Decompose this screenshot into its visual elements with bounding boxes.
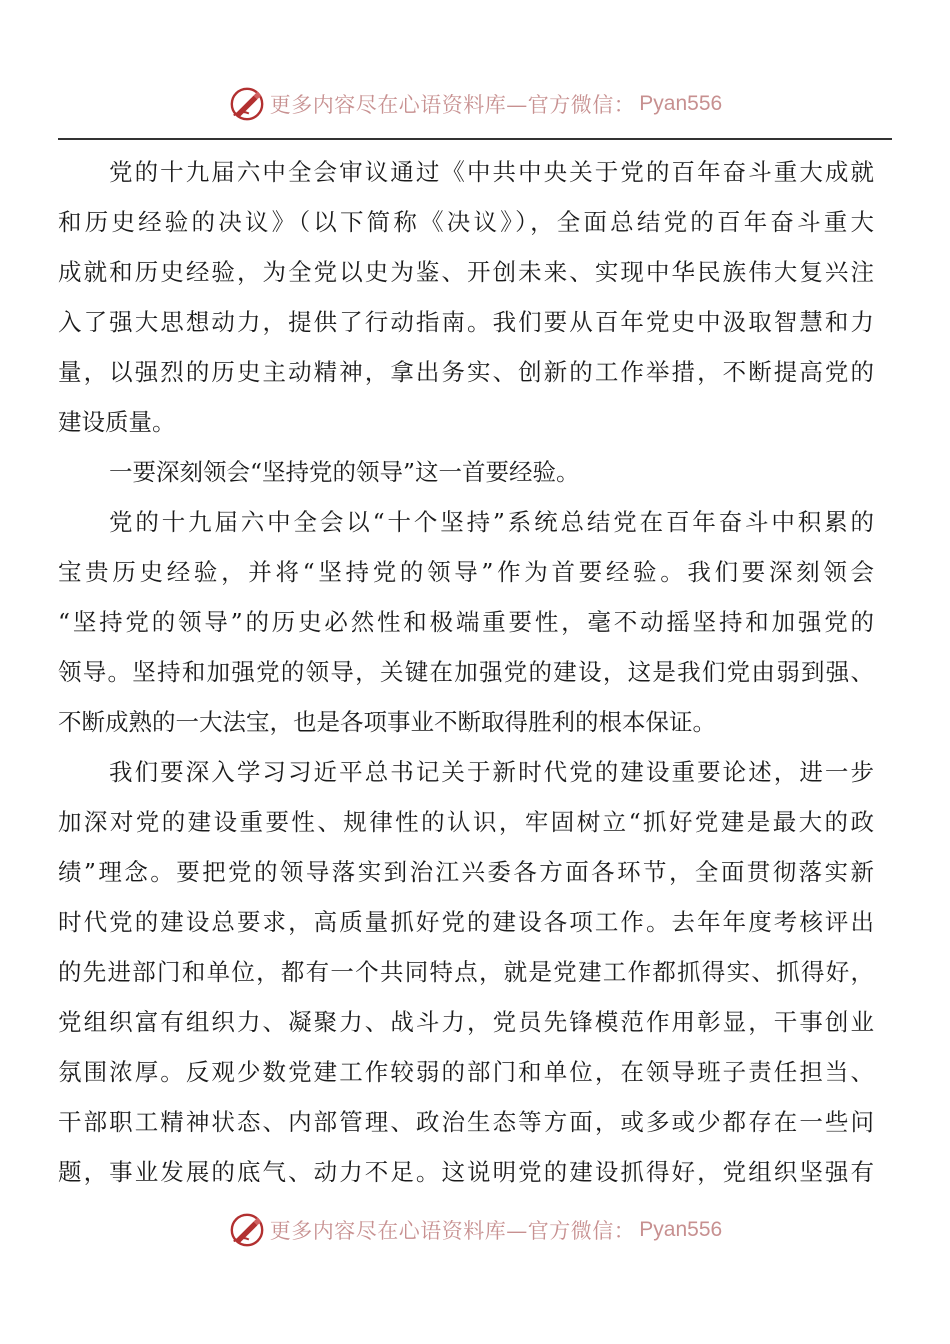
text-line: 入了强大思想动力，提供了行动指南。我们要从百年党史中汲取智慧和力 xyxy=(58,308,874,336)
watermark-wechat-id: Pyan556 xyxy=(639,92,723,115)
text-line: 成就和历史经验，为全党以史为鉴、开创未来、实现中华民族伟大复兴注 xyxy=(58,258,874,286)
text-line: 题，事业发展的底气、动力不足。这说明党的建设抓得好，党组织坚强有 xyxy=(58,1158,874,1186)
watermark-wechat-id: Pyan556 xyxy=(639,1218,723,1241)
text-line: 的先进部门和单位，都有一个共同特点，就是党建工作都抓得实、抓得好， xyxy=(58,958,874,986)
text-line: 不断成熟的一大法宝，也是各项事业不断取得胜利的根本保证。 xyxy=(58,708,716,736)
pen-logo-icon xyxy=(228,1211,266,1249)
text-line: 党组织富有组织力、凝聚力、战斗力，党员先锋模范作用彰显，干事创业 xyxy=(58,1008,874,1036)
header-watermark xyxy=(0,84,950,124)
text-line: 量，以强烈的历史主动精神，拿出务实、创新的工作举措，不断提高党的 xyxy=(58,358,874,386)
footer-watermark xyxy=(0,1210,950,1250)
text-line: 我们要深入学习习近平总书记关于新时代党的建设重要论述，进一步 xyxy=(109,758,874,786)
text-line: 干部职工精神状态、内部管理、政治生态等方面，或多或少都存在一些问 xyxy=(58,1108,874,1136)
watermark-text: 更多内容尽在心语资料库—官方微信： xyxy=(269,1219,636,1243)
pen-logo-icon xyxy=(228,85,266,123)
text-line: 领导。坚持和加强党的领导，关键在加强党的建设，这是我们党由弱到强、 xyxy=(58,658,874,686)
text-line: 党的十九届六中全会审议通过《中共中央关于党的百年奋斗重大成就 xyxy=(109,158,874,186)
text-line: 绩”理念。要把党的领导落实到治江兴委各方面各环节，全面贯彻落实新 xyxy=(58,858,874,886)
text-line: 宝贵历史经验，并将“坚持党的领导”作为首要经验。我们要深刻领会 xyxy=(58,558,874,586)
text-line: 和历史经验的决议》（以下简称《决议》），全面总结党的百年奋斗重大 xyxy=(58,208,874,236)
text-line: 氛围浓厚。反观少数党建工作较弱的部门和单位，在领导班子责任担当、 xyxy=(58,1058,874,1086)
header-divider xyxy=(58,138,892,140)
section-heading: 一要深刻领会“坚持党的领导”这一首要经验。 xyxy=(109,458,580,486)
watermark-text: 更多内容尽在心语资料库—官方微信： xyxy=(269,93,636,117)
text-line: 党的十九届六中全会以“十个坚持”系统总结党在百年奋斗中积累的 xyxy=(109,508,874,536)
text-line: 加深对党的建设重要性、规律性的认识，牢固树立“抓好党建是最大的政 xyxy=(58,808,874,836)
document-body xyxy=(58,147,874,1197)
text-line: 时代党的建设总要求，高质量抓好党的建设各项工作。去年年度考核评出 xyxy=(58,908,874,936)
text-line: 建设质量。 xyxy=(58,408,176,436)
text-line: “坚持党的领导”的历史必然性和极端重要性，毫不动摇坚持和加强党的 xyxy=(58,608,874,636)
